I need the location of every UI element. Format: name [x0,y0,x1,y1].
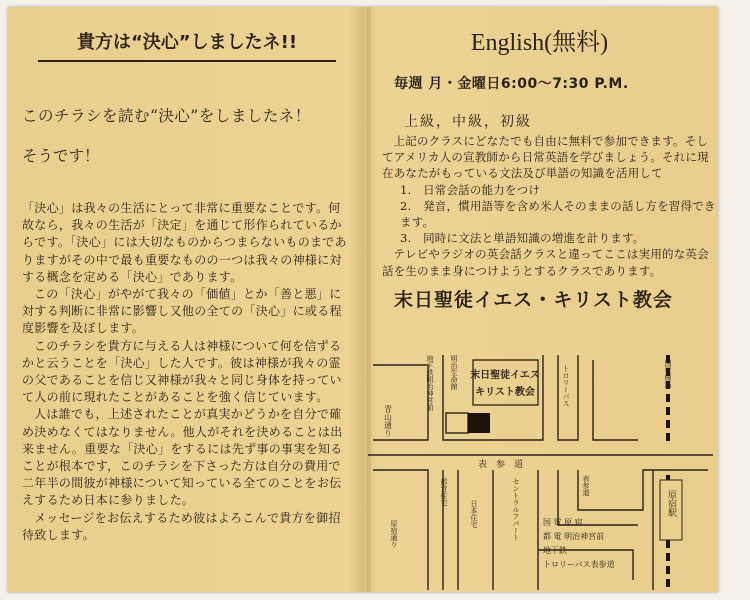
map-road [373,470,428,590]
church-name: 末日聖徒イエス・キリスト教会 [394,288,673,311]
left-headline: 貴方は“決心”しましたネ!! [38,28,336,62]
map-label: 表参道 [582,475,590,496]
map-church-label: 末日聖徒イエス [470,370,540,381]
church-block [468,413,490,433]
benefit-list [382,182,717,247]
map-road [593,360,638,440]
paragraph: 人は誰でも，上述されたことが真実かどうかを自分で確め決めなくてはなりません。他人がそれを決めることは出来ません。重要な「決心」をするには先ず事の事実を知ることが根本です，このチラシを下さった方は自分の費用で二年半の間彼が神様について知っている全てのことをお伝えするため日本に参りました。 [22,407,343,508]
church-label-box [473,360,538,405]
map-label: 地下鉄明治神宮前 [426,355,434,411]
left-body [22,200,352,544]
map-label: トロリーバス [562,365,570,407]
map-church-label: キリスト教会 [475,387,535,398]
paragraph: メッセージをお伝えするため彼はよろこんで貴方を御招待致します。 [22,510,341,542]
map-label: 国電線路 [664,360,672,388]
english-title: English(無料) [470,30,609,56]
map-label: 都営住宅 [440,478,448,506]
left-lead-2: そうです！ [22,147,100,165]
legend-item: 都 電 明治神宮前 [543,532,605,541]
left-panel [22,18,352,544]
intro: 上記のクラスにどなたでも自由に無料で参加できます。そしてアメリカ人の宣教師から日常英語を学びましょう。それに現在あなたがもっている文法及び単語の知識を活用して [382,134,709,181]
right-body [382,133,717,279]
list-item: 3. 同時に文法と単語知識の増進を計ります。 [400,231,645,246]
map-road [578,470,708,510]
map-building [446,413,468,433]
list-item: 2. 発音，慣用語等を含め米人そのままの話し方を習得できます。 [400,198,716,230]
left-lead: このチラシを読む“決心”をしましたネ！ [22,107,311,125]
map-label: 原宿駅 [666,490,676,517]
schedule: 毎週 月・金曜日6:00～7:30 P.M. [394,76,629,92]
paragraph: 「決心」は我々の生活にとって非常に重要なことです。何故なら，我々の生活が「決定」を通じて形作られているからです。「決心」には大切なものからつまらないものまでありますがその中で最も重要なものの一つは我々の神様に対する概念を定める「決心」であります。 [22,201,347,284]
closing: テレビやラジオの英会話クラスと違ってここは実用的な英会話を生のまま身につけようとするクラスであります。 [382,247,709,278]
levels: 上級，中級，初級 [404,114,532,130]
legend-item: トロリーバス表参道 [543,560,615,569]
paragraph: この「決心」がやがて我々の「価値」とか「善と悪」に対する判断に非常に影響し又他の全ての「決心」に或る程度影響を及ぼします。 [22,287,342,336]
map-label: 表 参 道 [478,460,524,470]
map-label: 青山通り [383,405,393,437]
location-map [368,350,718,590]
list-item: 1. 日常会話の能力をつけ [400,182,541,197]
map-label: セントラルアパート [512,478,520,541]
legend-item: 地下鉄 [543,546,567,555]
paragraph: このチラシを貴方に与える人は神様について何を信ずるかと云うことを「決心」した人です。彼は神様が我々の霊の父であることを信じ又神様が我々と同じ身体を持っていて人の前に現れたことがあることを強く信じています。 [22,338,342,405]
map-label: 日本住宅 [470,500,478,528]
map-road [373,365,428,440]
legend-item: 国 電 原 宿 [543,518,583,527]
map-road [558,470,638,525]
right-panel [382,22,717,312]
map-label: 明治生命館 [450,355,458,390]
map-label: 原宿通り [390,520,398,548]
